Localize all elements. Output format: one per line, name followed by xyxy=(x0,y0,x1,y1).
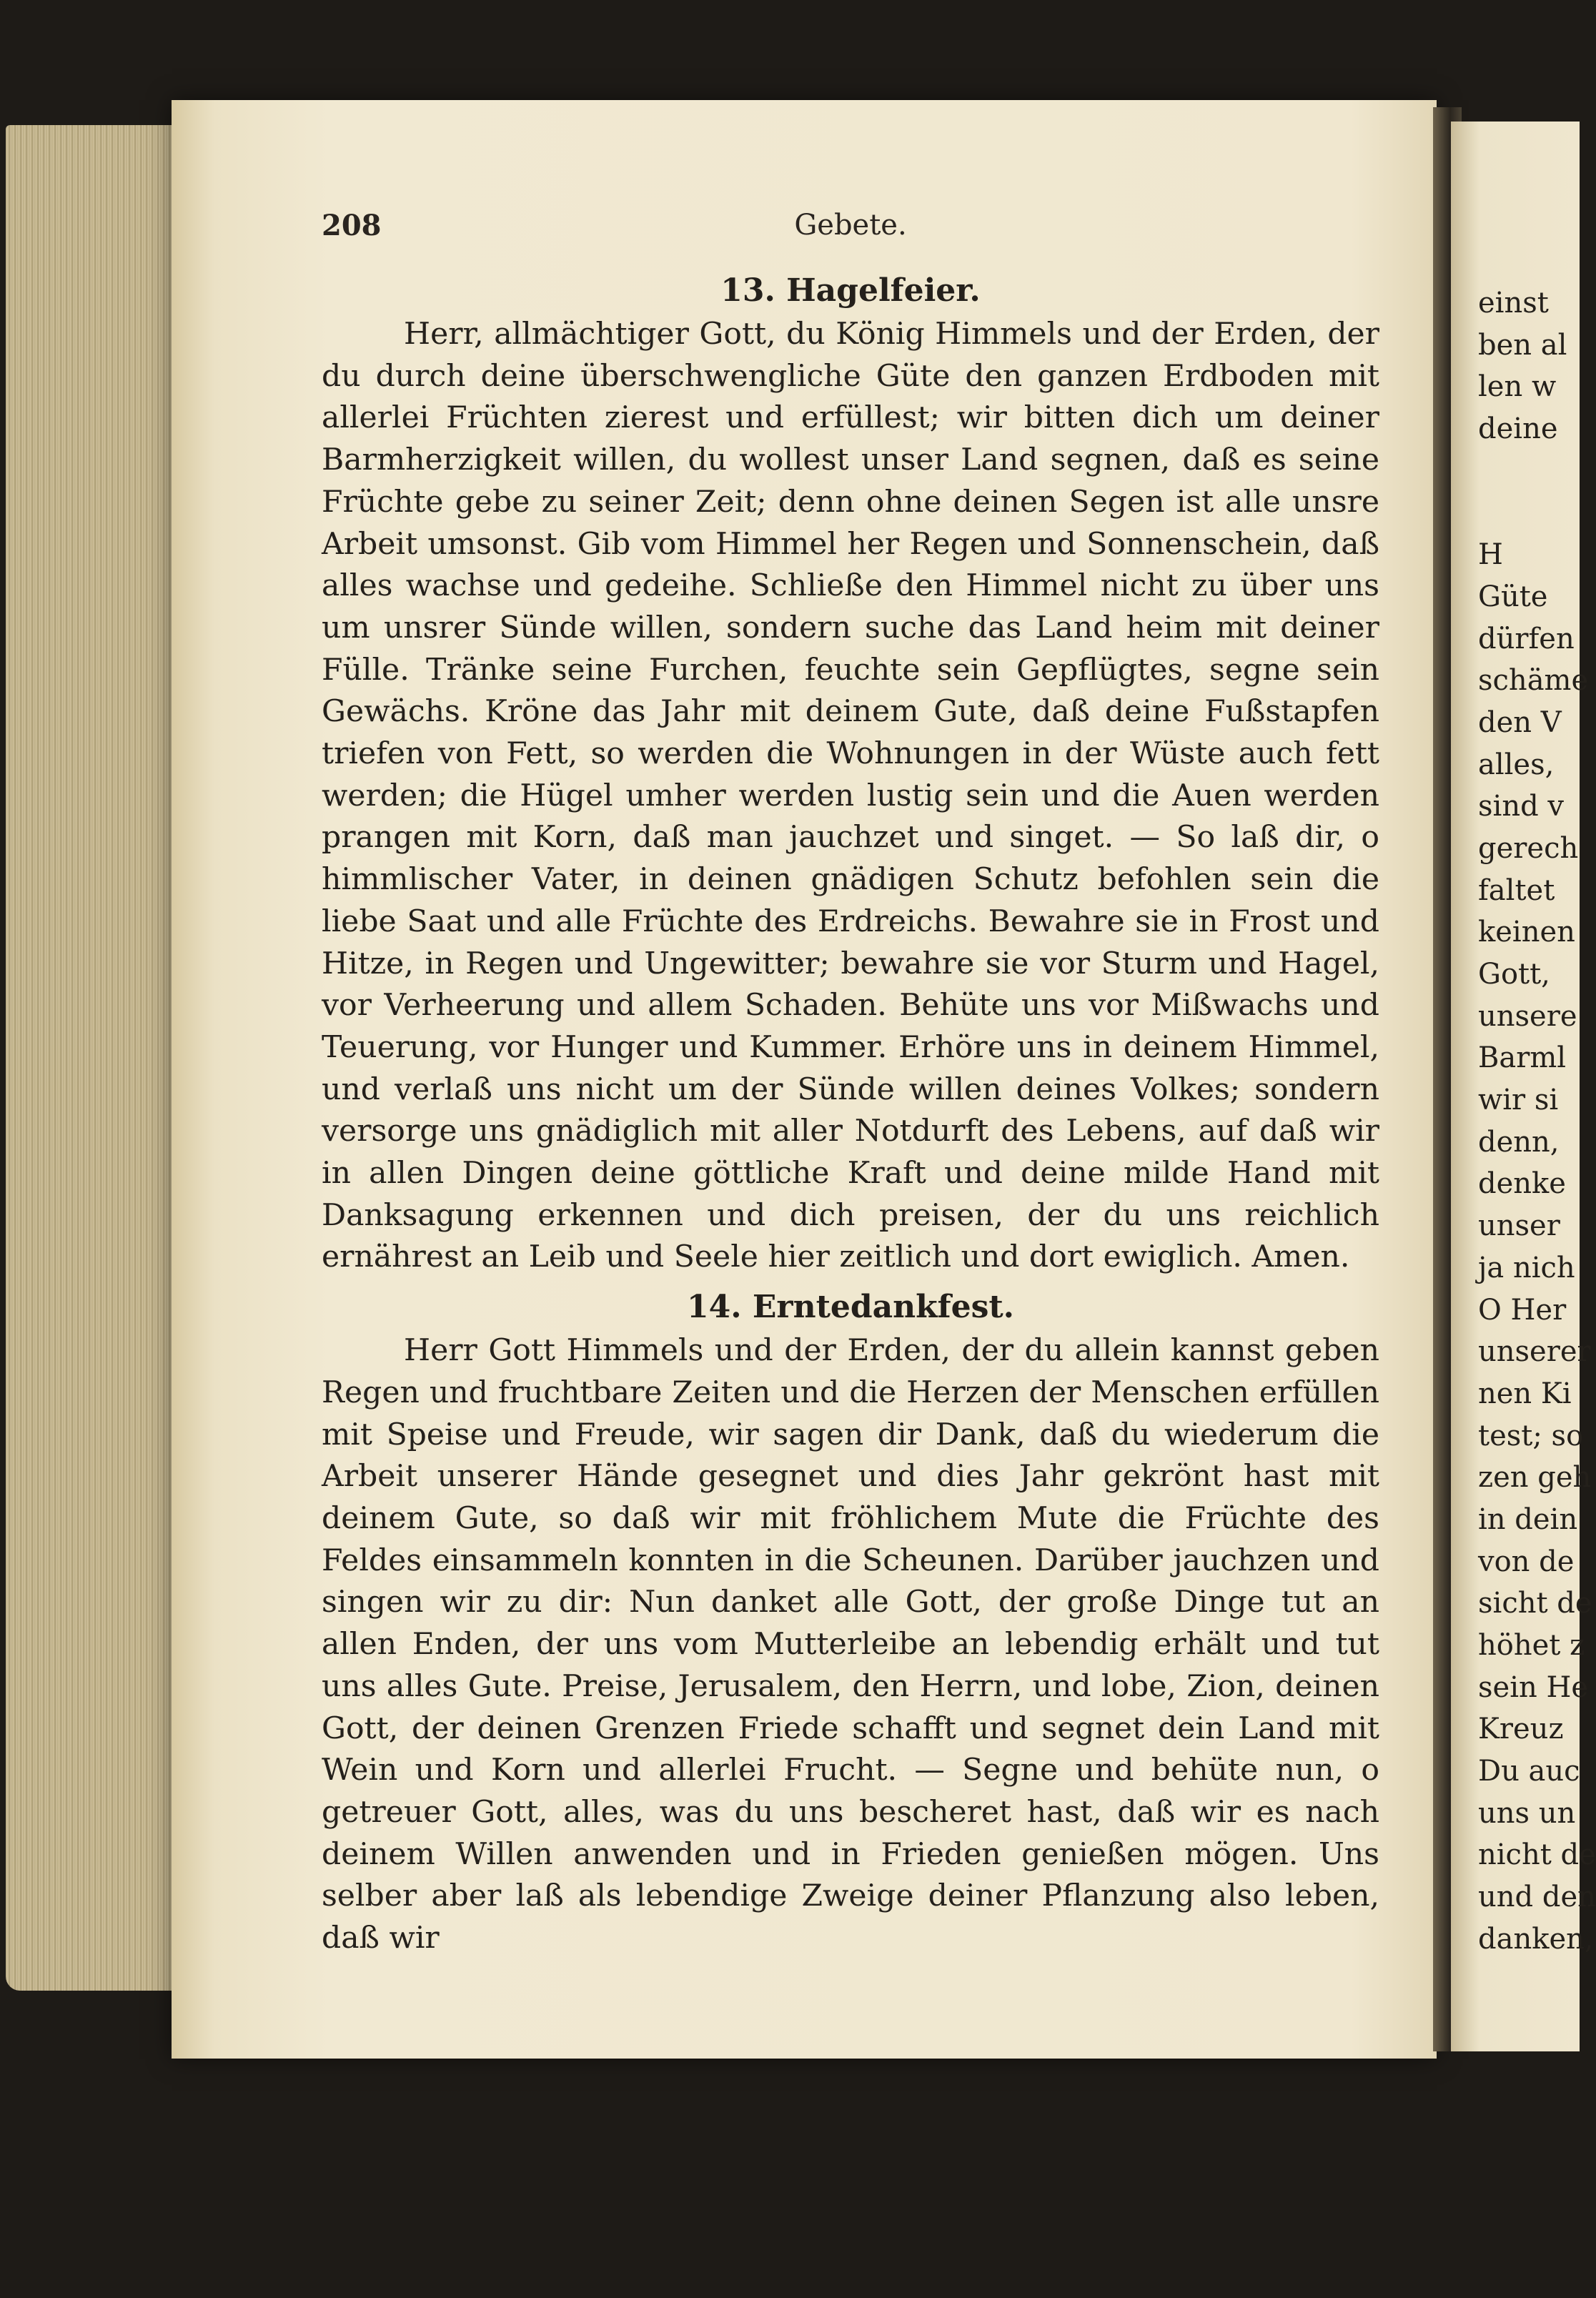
facing-page-text xyxy=(1478,282,1596,1961)
facing-line: ja nich xyxy=(1478,1251,1575,1284)
prayer-text-erntedankfest: Herr Gott Himmels und der Erden, der du allein kannst geben Regen und fruchtbare Zeiten und die Herzen der Menschen erfüllen mit Speise und Freude, wir sagen dir Dank, daß du wiederum die Arbeit unserer Hände gesegnet und dies Jahr gekrönt hast mit deinem Gute, so daß wir mit fröhlichem Mute die Früchte des Feldes einsammeln konnten in die Scheunen. Darüber jauchzen und singen wir zu dir: Nun danket alle Gott, der große Dinge tut an allen Enden, der uns vom Mutterleibe an lebendig erhält und tut uns alles Gute. Preise, Jerusalem, den Herrn, und lobe, Zion, deinen Gott, der deinen Grenzen Friede schafft und segnet dein Land mit Wein und Korn und allerlei Frucht. — Segne und behüte nun, o getreuer Gott, alles, was du uns bescheret hast, daß wir es nach deinem Willen anwenden und in Frieden genießen mögen. Uns selber aber laß als lebendige Zweige deiner Pflanzung also leben, daß wir xyxy=(322,1333,1379,1956)
facing-line: unsere xyxy=(1478,999,1577,1033)
facing-line: zen geh xyxy=(1478,1461,1592,1495)
facing-line: Güte xyxy=(1478,580,1548,613)
page-edges xyxy=(6,125,172,1991)
facing-line: den V xyxy=(1478,705,1562,739)
facing-line: in dein xyxy=(1478,1502,1578,1536)
facing-line: und den xyxy=(1478,1881,1596,1914)
facing-line: Kreuz xyxy=(1478,1713,1564,1746)
facing-line: test; so xyxy=(1478,1419,1584,1452)
prayer-text-hagelfeier: Herr, allmächtiger Gott, du König Himmels und der Erden, der du durch deine überschwengliche Güte den ganzen Erdboden mit allerlei Früchten zierest und erfüllest; wir bitten dich um deiner Barmherzigkeit willen, du wollest unser Land segnen, daß es seine Früchte gebe zu seiner Zeit; denn ohne deinen Segen ist alle unsre Arbeit umsonst. Gib vom Himmel her Regen und Sonnenschein, daß alles wachse und gedeihe. Schließe den Himmel nicht zu über uns um unsrer Sünde willen, sondern suche das Land heim mit deiner Fülle. Tränke seine Furchen, feuchte sein Gepflügtes, segne sein Gewächs. Kröne das Jahr mit deinem Gute, daß deine Fußstapfen triefen von Fett, so werden die Wohnungen in der Wüste auch fett werden; die Hügel umher werden lustig sein und die Auen werden prangen mit Korn, daß man jauchzet und singet. — So laß dir, o himmlischer Vater, in deinen gnädigen Schutz befohlen sein die liebe Saat und alle Früchte des Erdreichs. Bewahre sie in Frost und Hitze, in Regen und Ungewitter; bewahre sie vor Sturm und Hagel, vor Verheerung und allem Schaden. Behüte uns vor Mißwachs und Teuerung, vor Hunger und Kummer. Erhöre uns in deinem Himmel, und verlaß uns nicht um der Sünde willen deines Volkes; sondern versorge uns gnädiglich mit aller Notdurft des Lebens, auf daß wir in allen Dingen deine göttliche Kraft und deine milde Hand mit Danksagung erkennen und dich preisen, der du uns reichlich ernährest an Leib und Seele hier zeitlich und dort ewiglich. Amen. xyxy=(322,317,1379,1275)
facing-line: dürfen xyxy=(1478,622,1575,655)
facing-line: von de xyxy=(1478,1545,1575,1578)
facing-line: H xyxy=(1478,538,1503,572)
facing-line: denn, xyxy=(1478,1125,1560,1159)
facing-line: sicht de xyxy=(1478,1587,1592,1620)
facing-line: sind v xyxy=(1478,790,1564,823)
facing-line: Barml xyxy=(1478,1041,1567,1075)
facing-line: alles, xyxy=(1478,748,1555,781)
section-heading-hagelfeier: 13. Hagelfeier. xyxy=(720,272,981,309)
facing-line xyxy=(1478,450,1575,492)
facing-line: keinen xyxy=(1478,916,1575,949)
facing-line: höhet z xyxy=(1478,1629,1585,1662)
facing-line: unserer xyxy=(1478,1335,1591,1369)
facing-line: ben al xyxy=(1478,328,1567,362)
facing-line: denke xyxy=(1478,1167,1566,1201)
facing-line: deine xyxy=(1478,412,1558,446)
page-number: 208 xyxy=(322,209,382,242)
running-title: Gebete. xyxy=(794,209,907,242)
facing-line: faltet xyxy=(1478,873,1555,907)
facing-line: Du auc xyxy=(1478,1755,1580,1788)
facing-line xyxy=(1478,492,1575,534)
facing-line: len w xyxy=(1478,370,1557,404)
facing-line: wir si xyxy=(1478,1084,1559,1117)
facing-line: O Her xyxy=(1478,1293,1567,1327)
facing-line: sein He xyxy=(1478,1670,1589,1704)
facing-line: Gott, xyxy=(1478,958,1550,991)
facing-line: nicht de xyxy=(1478,1838,1596,1872)
facing-line: unser xyxy=(1478,1209,1560,1243)
facing-line: uns un xyxy=(1478,1796,1576,1830)
facing-line: danken, xyxy=(1478,1922,1594,1956)
facing-line: einst xyxy=(1478,287,1549,320)
section-heading-erntedankfest: 14. Erntedankfest. xyxy=(687,1289,1014,1326)
page-content xyxy=(322,268,1379,1960)
page-header xyxy=(322,209,1379,252)
facing-line: schäme xyxy=(1478,664,1589,698)
facing-line: gerech xyxy=(1478,831,1579,865)
facing-line: nen Ki xyxy=(1478,1377,1572,1410)
